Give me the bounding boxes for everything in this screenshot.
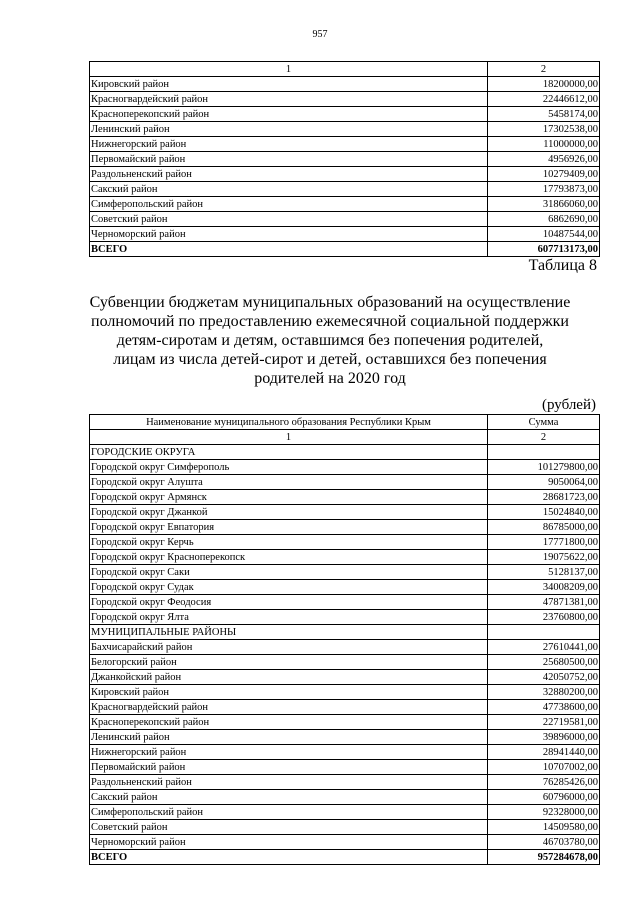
table-row [90, 700, 600, 715]
table-row [90, 610, 600, 625]
row-name: Красногвардейский район [90, 92, 488, 107]
row-name: Симферопольский район [90, 197, 488, 212]
row-amount: 17771800,00 [488, 535, 600, 550]
row-amount: 5128137,00 [488, 565, 600, 580]
row-amount: 25680500,00 [488, 655, 600, 670]
row-name: Городской округ Симферополь [90, 460, 488, 475]
table-header-row [90, 62, 600, 77]
table-row [90, 460, 600, 475]
table-row [90, 565, 600, 580]
row-name: Черноморский район [90, 835, 488, 850]
table-row [90, 227, 600, 242]
table-row [90, 490, 600, 505]
row-amount: 39896000,00 [488, 730, 600, 745]
table-row [90, 640, 600, 655]
row-name: Городской округ Джанкой [90, 505, 488, 520]
subvention-table [89, 414, 600, 865]
row-name: Ленинский район [90, 122, 488, 137]
title-line: Субвенции бюджетам муниципальных образований на осуществление [89, 294, 571, 311]
row-amount: 47871381,00 [488, 595, 600, 610]
row-name: Советский район [90, 820, 488, 835]
row-amount: 86785000,00 [488, 520, 600, 535]
row-name: Городской округ Ялта [90, 610, 488, 625]
row-amount: 957284678,00 [488, 850, 600, 865]
row-name: Ленинский район [90, 730, 488, 745]
row-amount: 15024840,00 [488, 505, 600, 520]
table-title [60, 293, 600, 388]
table-row [90, 820, 600, 835]
row-amount: 4956926,00 [488, 152, 600, 167]
table-row [90, 550, 600, 565]
table-row [90, 520, 600, 535]
row-name: Бахчисарайский район [90, 640, 488, 655]
row-amount: 607713173,00 [488, 242, 600, 257]
table-row [90, 760, 600, 775]
row-amount: 10707002,00 [488, 760, 600, 775]
section-row [90, 625, 600, 640]
row-name: Кировский район [90, 77, 488, 92]
row-name: Красногвардейский район [90, 700, 488, 715]
row-name: Симферопольский район [90, 805, 488, 820]
table-row [90, 137, 600, 152]
row-name: Городской округ Красноперекопск [90, 550, 488, 565]
row-amount [488, 445, 600, 460]
row-amount: 32880200,00 [488, 685, 600, 700]
row-amount: 31866060,00 [488, 197, 600, 212]
row-name: Раздольненский район [90, 775, 488, 790]
row-amount: 5458174,00 [488, 107, 600, 122]
table-row [90, 197, 600, 212]
row-amount: 28681723,00 [488, 490, 600, 505]
row-amount: 76285426,00 [488, 775, 600, 790]
row-amount: 17302538,00 [488, 122, 600, 137]
row-name: Городской округ Саки [90, 565, 488, 580]
total-row [90, 850, 600, 865]
table-row [90, 670, 600, 685]
table-row [90, 715, 600, 730]
column-number: 2 [488, 430, 600, 445]
row-amount: 34008209,00 [488, 580, 600, 595]
title-line: родителей на 2020 год [254, 370, 406, 387]
table-row [90, 775, 600, 790]
row-name: ВСЕГО [90, 242, 488, 257]
row-name: Белогорский район [90, 655, 488, 670]
unit-label: (рублей) [541, 397, 596, 413]
row-name: Красноперекопский район [90, 107, 488, 122]
section-row [90, 445, 600, 460]
table-row [90, 790, 600, 805]
row-amount: 101279800,00 [488, 460, 600, 475]
page-number: 957 [312, 29, 328, 40]
row-amount: 6862690,00 [488, 212, 600, 227]
row-name: Городской округ Феодосия [90, 595, 488, 610]
table-label: Таблица 8 [528, 257, 597, 274]
table-row [90, 835, 600, 850]
table-row [90, 805, 600, 820]
row-name: Черноморский район [90, 227, 488, 242]
table-row [90, 212, 600, 227]
table-continuation [89, 61, 600, 257]
row-amount: 10487544,00 [488, 227, 600, 242]
row-amount: 92328000,00 [488, 805, 600, 820]
table-row [90, 152, 600, 167]
row-amount: 46703780,00 [488, 835, 600, 850]
row-name: Красноперекопский район [90, 715, 488, 730]
row-name: Городской округ Судак [90, 580, 488, 595]
row-amount: 11000000,00 [488, 137, 600, 152]
row-amount: 47738600,00 [488, 700, 600, 715]
table-row [90, 595, 600, 610]
row-name: Городской округ Евпатория [90, 520, 488, 535]
row-amount: 42050752,00 [488, 670, 600, 685]
table-row [90, 685, 600, 700]
table-row [90, 107, 600, 122]
row-name: Первомайский район [90, 152, 488, 167]
row-amount: 19075622,00 [488, 550, 600, 565]
column-number: 1 [90, 430, 488, 445]
table-row [90, 122, 600, 137]
row-name: Нижнегорский район [90, 137, 488, 152]
table-row [90, 535, 600, 550]
row-amount [488, 625, 600, 640]
title-line: полномочий по предоставлению ежемесячной социальной поддержки [91, 313, 569, 330]
row-amount: 60796000,00 [488, 790, 600, 805]
table-row [90, 167, 600, 182]
table-row [90, 505, 600, 520]
row-name: Джанкойский район [90, 670, 488, 685]
table-row [90, 745, 600, 760]
row-amount: 18200000,00 [488, 77, 600, 92]
row-name: Кировский район [90, 685, 488, 700]
table-row [90, 655, 600, 670]
row-name: ВСЕГО [90, 850, 488, 865]
table-header-row [90, 415, 600, 430]
row-name: Раздольненский район [90, 167, 488, 182]
row-name: Городской округ Керчь [90, 535, 488, 550]
row-name: Городской округ Алушта [90, 475, 488, 490]
row-name: ГОРОДСКИЕ ОКРУГА [90, 445, 488, 460]
title-line: детям-сиротам и детям, оставшимся без попечения родителей, [116, 332, 544, 349]
column-header: Сумма [488, 415, 600, 430]
table-row [90, 580, 600, 595]
row-amount: 28941440,00 [488, 745, 600, 760]
row-name: Советский район [90, 212, 488, 227]
column-number-row [90, 430, 600, 445]
column-number: 2 [488, 62, 600, 77]
row-amount: 17793873,00 [488, 182, 600, 197]
column-number: 1 [90, 62, 488, 77]
row-amount: 23760800,00 [488, 610, 600, 625]
table-row [90, 475, 600, 490]
row-amount: 22719581,00 [488, 715, 600, 730]
row-amount: 14509580,00 [488, 820, 600, 835]
table-row [90, 92, 600, 107]
row-name: МУНИЦИПАЛЬНЫЕ РАЙОНЫ [90, 625, 488, 640]
table-row [90, 77, 600, 92]
table-row [90, 730, 600, 745]
row-amount: 27610441,00 [488, 640, 600, 655]
row-amount: 22446612,00 [488, 92, 600, 107]
table-row [90, 182, 600, 197]
row-amount: 10279409,00 [488, 167, 600, 182]
row-amount: 9050064,00 [488, 475, 600, 490]
total-row [90, 242, 600, 257]
row-name: Городской округ Армянск [90, 490, 488, 505]
title-line: лицам из числа детей-сирот и детей, оставшихся без попечения [113, 351, 547, 368]
row-name: Первомайский район [90, 760, 488, 775]
row-name: Сакский район [90, 182, 488, 197]
row-name: Нижнегорский район [90, 745, 488, 760]
column-header: Наименование муниципального образования Республики Крым [90, 415, 488, 430]
row-name: Сакский район [90, 790, 488, 805]
